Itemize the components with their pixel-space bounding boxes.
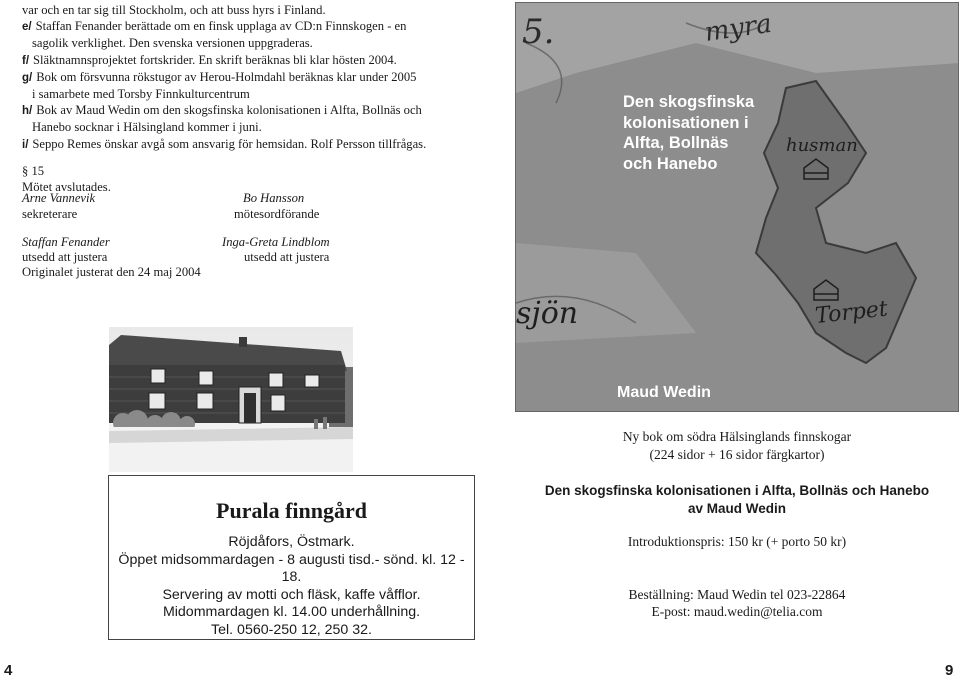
book-headline <box>515 482 959 517</box>
purala-entertainment: Midommardagen kl. 14.00 underhållning. <box>162 604 421 620</box>
page-number-right: 9 <box>945 662 954 679</box>
new-book-announcement <box>515 428 959 464</box>
cover-title-line: Alfta, Bollnäs <box>623 134 729 152</box>
signature-adjuster2-name: Inga-Greta Lindblom <box>222 235 330 249</box>
order-email[interactable]: E-post: maud.wedin@telia.com <box>651 604 823 619</box>
map-label-myra: myra <box>702 8 774 48</box>
new-book-pages: (224 sidor + 16 sidor färgkartor) <box>649 447 825 462</box>
minutes-item-i <box>22 136 426 153</box>
page-number-left: 4 <box>4 662 13 679</box>
minutes-item-e <box>22 18 426 35</box>
signature-secretary-role: sekreterare <box>22 207 78 221</box>
cover-title-line: Den skogsfinska <box>623 93 755 111</box>
signature-adjuster1-role: utsedd att justera <box>22 250 108 264</box>
signature-adjuster1-name: Staffan Fenander <box>22 235 110 249</box>
purala-title: Purala finngård <box>216 498 367 523</box>
cover-title-line: kolonisationen i <box>623 113 749 132</box>
item-text: Bok av Maud Wedin om den skogsfinska kolonisationen i Alfta, Bollnäs och <box>36 103 422 118</box>
item-text: Bok om försvunna rökstugor av Herou-Holmdahl beräknas klar under 2005 <box>36 69 417 84</box>
section-number: § 15 <box>22 163 45 178</box>
cover-title <box>623 92 754 174</box>
closing-text: Mötet avslutades. <box>22 180 111 195</box>
minutes-item-f <box>22 52 426 69</box>
minutes-line-e0: var och en tar sig till Stockholm, och att buss hyrs i Finland. <box>22 3 326 17</box>
signature-adjuster2-role: utsedd att justera <box>244 250 330 264</box>
historic-map-illustration <box>516 3 959 412</box>
cover-title-line: och Hanebo <box>623 154 718 173</box>
farm-house-illustration <box>109 327 353 472</box>
map-label-sjon: sjön <box>516 296 579 331</box>
item-text: Staffan Fenander berättade om en finsk upplaga av CD:n Finnskogen - en <box>35 19 407 34</box>
item-text: Släktnamnsprojektet fortskrider. En skrift beräknas bli klar hösten 2004. <box>33 52 397 67</box>
signature-chair-role: mötesordförande <box>234 207 320 221</box>
order-phone: Beställning: Maud Wedin tel 023-22864 <box>628 587 846 602</box>
book-title: Den skogsfinska kolonisationen i Alfta, Bollnäs och Hanebo <box>544 483 930 498</box>
purala-farm-photo <box>109 327 353 472</box>
item-marker: h/ <box>22 105 33 118</box>
purala-food: Servering av motti och fläsk, kaffe våfflor. <box>162 586 421 603</box>
minutes-item-g <box>22 69 426 86</box>
book-cover-map <box>515 2 959 412</box>
book-author: av Maud Wedin <box>687 500 786 516</box>
signature-secretary-name: Arne Vannevik <box>22 191 96 205</box>
new-book-line: Ny bok om södra Hälsinglands finnskogar <box>622 429 852 444</box>
purala-phone: Tel. 0560-250 12, 250 32. <box>211 621 372 638</box>
map-label-husman: husman <box>786 135 858 156</box>
map-number-label: 5. <box>522 12 555 52</box>
minutes-item-e-cont: sagolik verklighet. Den svenska versionen uppgraderas. <box>32 36 313 51</box>
book-price: Introduktionspris: 150 kr (+ porto 50 kr) <box>627 534 847 549</box>
purala-details <box>109 534 474 639</box>
order-info <box>515 586 959 620</box>
item-marker: i/ <box>22 138 29 151</box>
purala-info-box <box>108 475 475 640</box>
minutes-item-h-cont: Hanebo socknar i Hälsingland kommer i juni. <box>32 120 262 135</box>
purala-location: Röjdåfors, Östmark. <box>228 534 355 550</box>
item-marker: g/ <box>22 71 33 84</box>
signature-chair-name: Bo Hansson <box>243 191 305 205</box>
item-marker: e/ <box>22 21 32 34</box>
minutes-item-g-cont: i samarbete med Torsby Finnkulturcentrum <box>32 87 250 102</box>
minutes-item-h <box>22 102 426 119</box>
map-label-torpet: Torpet <box>814 296 889 329</box>
cover-author: Maud Wedin <box>617 384 711 401</box>
item-marker: f/ <box>22 54 30 67</box>
original-adjusted-note: Originalet justerat den 24 maj 2004 <box>22 265 201 279</box>
item-text: Seppo Remes önskar avgå som ansvarig för hemsidan. Rolf Persson tillfrågas. <box>32 136 427 151</box>
purala-opening-hours: Öppet midsommardagen - 8 augusti tisd.- sönd. kl. 12 - 18. <box>118 551 465 585</box>
meeting-minutes <box>22 2 426 195</box>
